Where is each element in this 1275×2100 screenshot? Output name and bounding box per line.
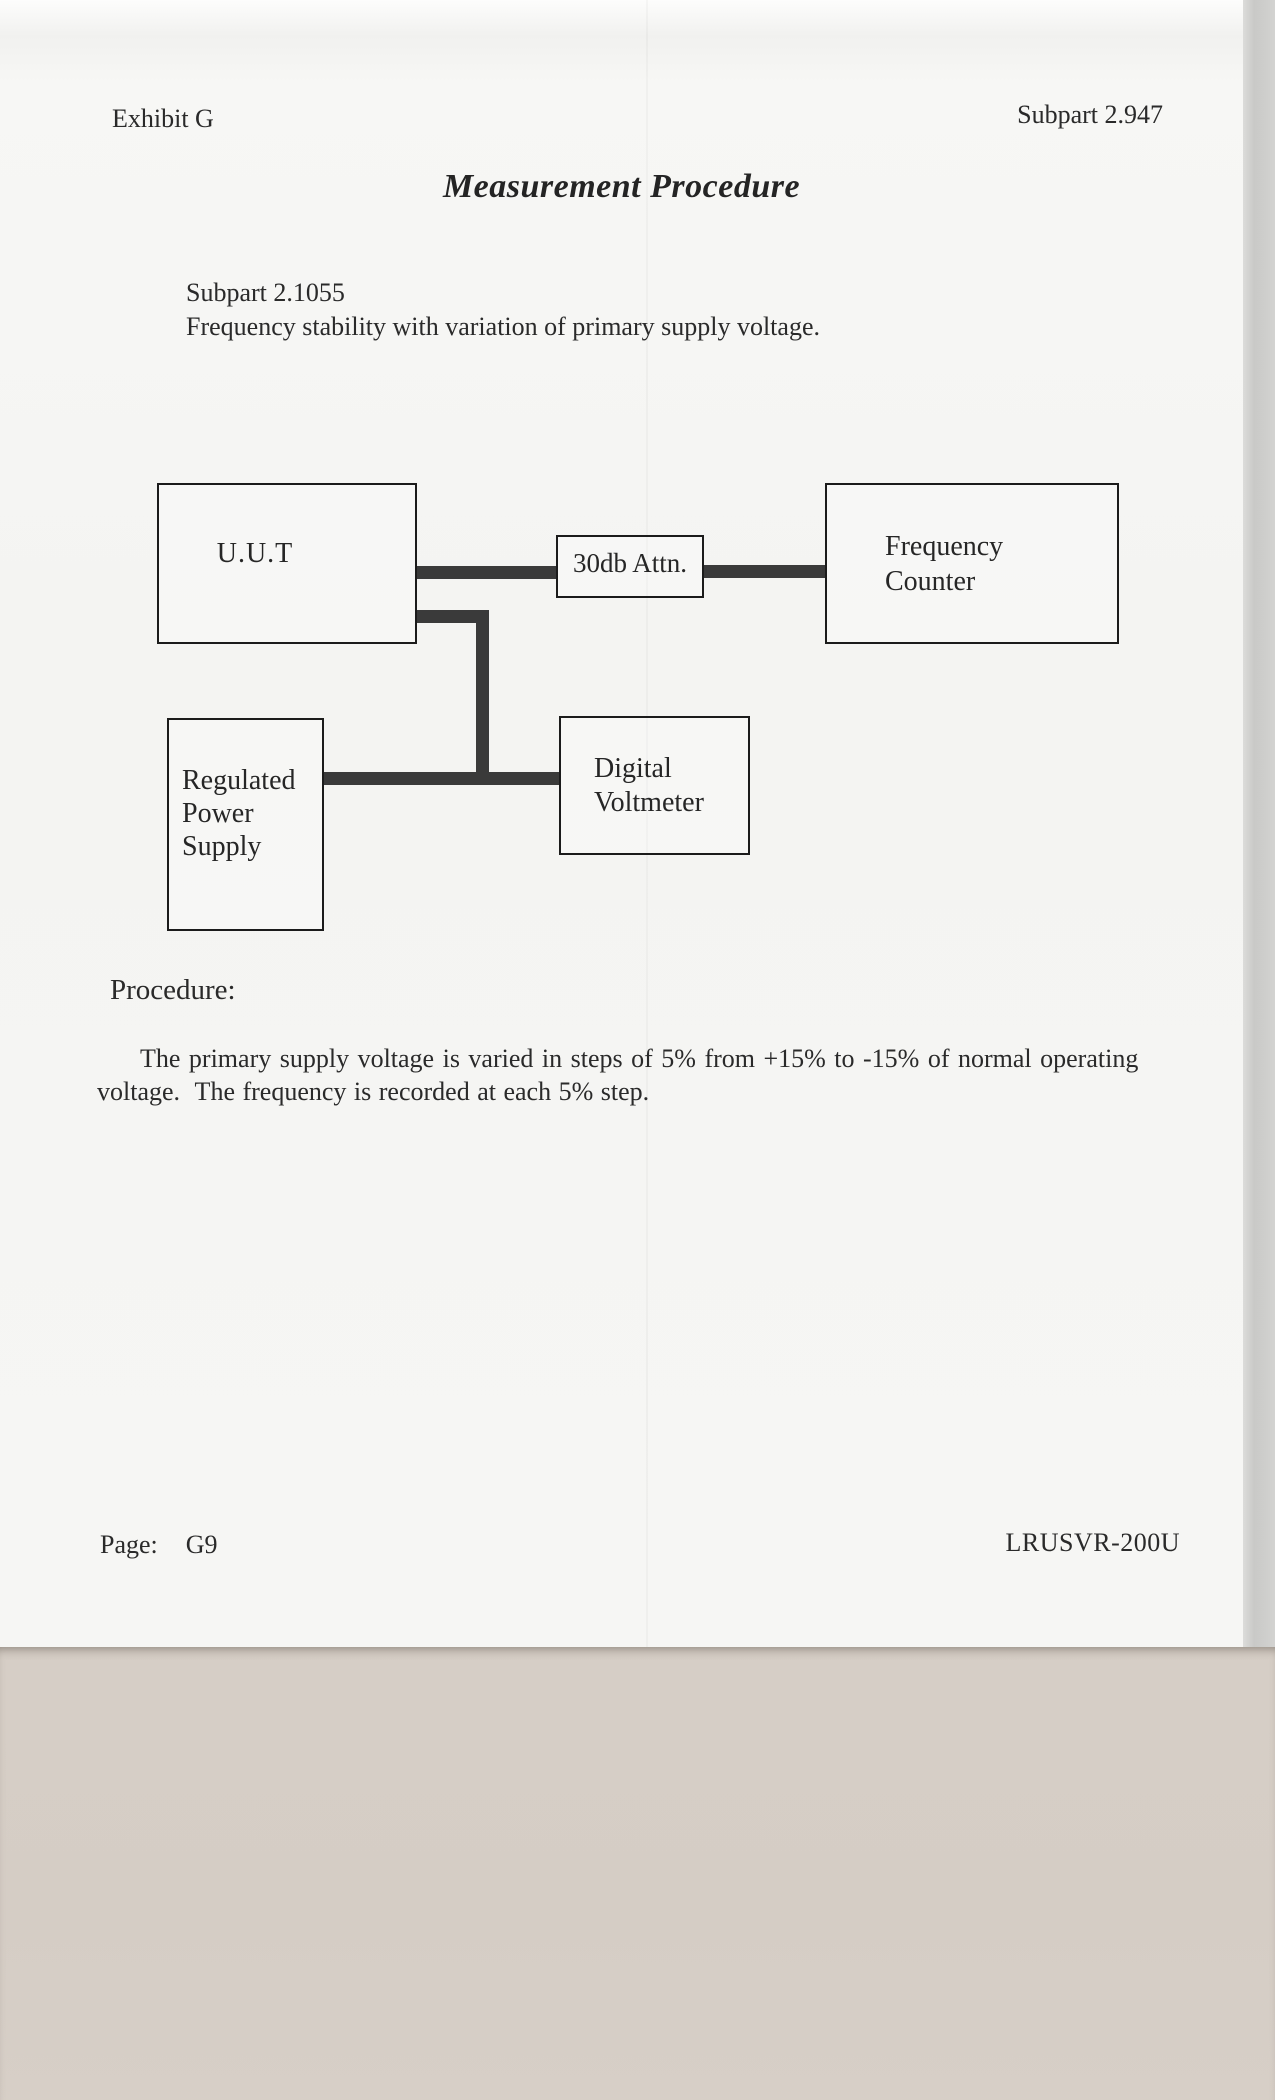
page-title: Measurement Procedure — [442, 168, 801, 205]
uut-box — [157, 483, 417, 644]
scanner-backing — [0, 1647, 1275, 2100]
procedure-paragraph — [97, 1042, 1187, 1108]
uut-label: U.U.T — [216, 537, 294, 569]
voltmeter-label-line1: Digital — [594, 753, 672, 784]
subpart-description: Frequency stability with variation of primary supply voltage. — [186, 312, 820, 341]
connector-supply-to-voltmeter — [323, 772, 559, 785]
procedure-text-line2: voltage. The frequency is recorded at each 5% step. — [97, 1077, 650, 1106]
subpart-block — [186, 276, 820, 344]
power-supply-label-line3: Supply — [182, 831, 262, 862]
power-supply-label-line1: Regulated — [182, 765, 296, 796]
footer-page — [100, 1530, 218, 1560]
voltmeter-label-line2: Voltmeter — [594, 787, 704, 818]
voltmeter-box — [559, 716, 750, 855]
power-supply-box — [167, 718, 324, 931]
footer-document-id: LRUSVR-200U — [1005, 1528, 1180, 1557]
frequency-counter-label-line2: Counter — [885, 565, 976, 597]
attenuator-box — [556, 535, 704, 598]
frequency-counter-box — [825, 483, 1119, 644]
footer-page-number: G9 — [185, 1530, 218, 1559]
scanner-edge-strip — [1243, 0, 1275, 1647]
header-exhibit-label: Exhibit G — [112, 104, 214, 133]
procedure-heading: Procedure: — [110, 974, 236, 1006]
header-subpart-label: Subpart 2.947 — [1017, 100, 1163, 129]
connector-vertical — [476, 610, 489, 785]
connector-uut-to-attenuator — [416, 566, 556, 579]
procedure-text-line1: The primary supply voltage is varied in steps of 5% from +15% to -15% of normal operating — [140, 1044, 1139, 1073]
connector-attenuator-to-counter — [703, 565, 825, 578]
frequency-counter-label-line1: Frequency — [885, 530, 1004, 562]
power-supply-label-line2: Power — [182, 798, 254, 829]
footer-page-label: Page: — [100, 1530, 158, 1559]
subpart-number: Subpart 2.1055 — [186, 278, 345, 307]
attenuator-label: 30db Attn. — [572, 548, 687, 578]
